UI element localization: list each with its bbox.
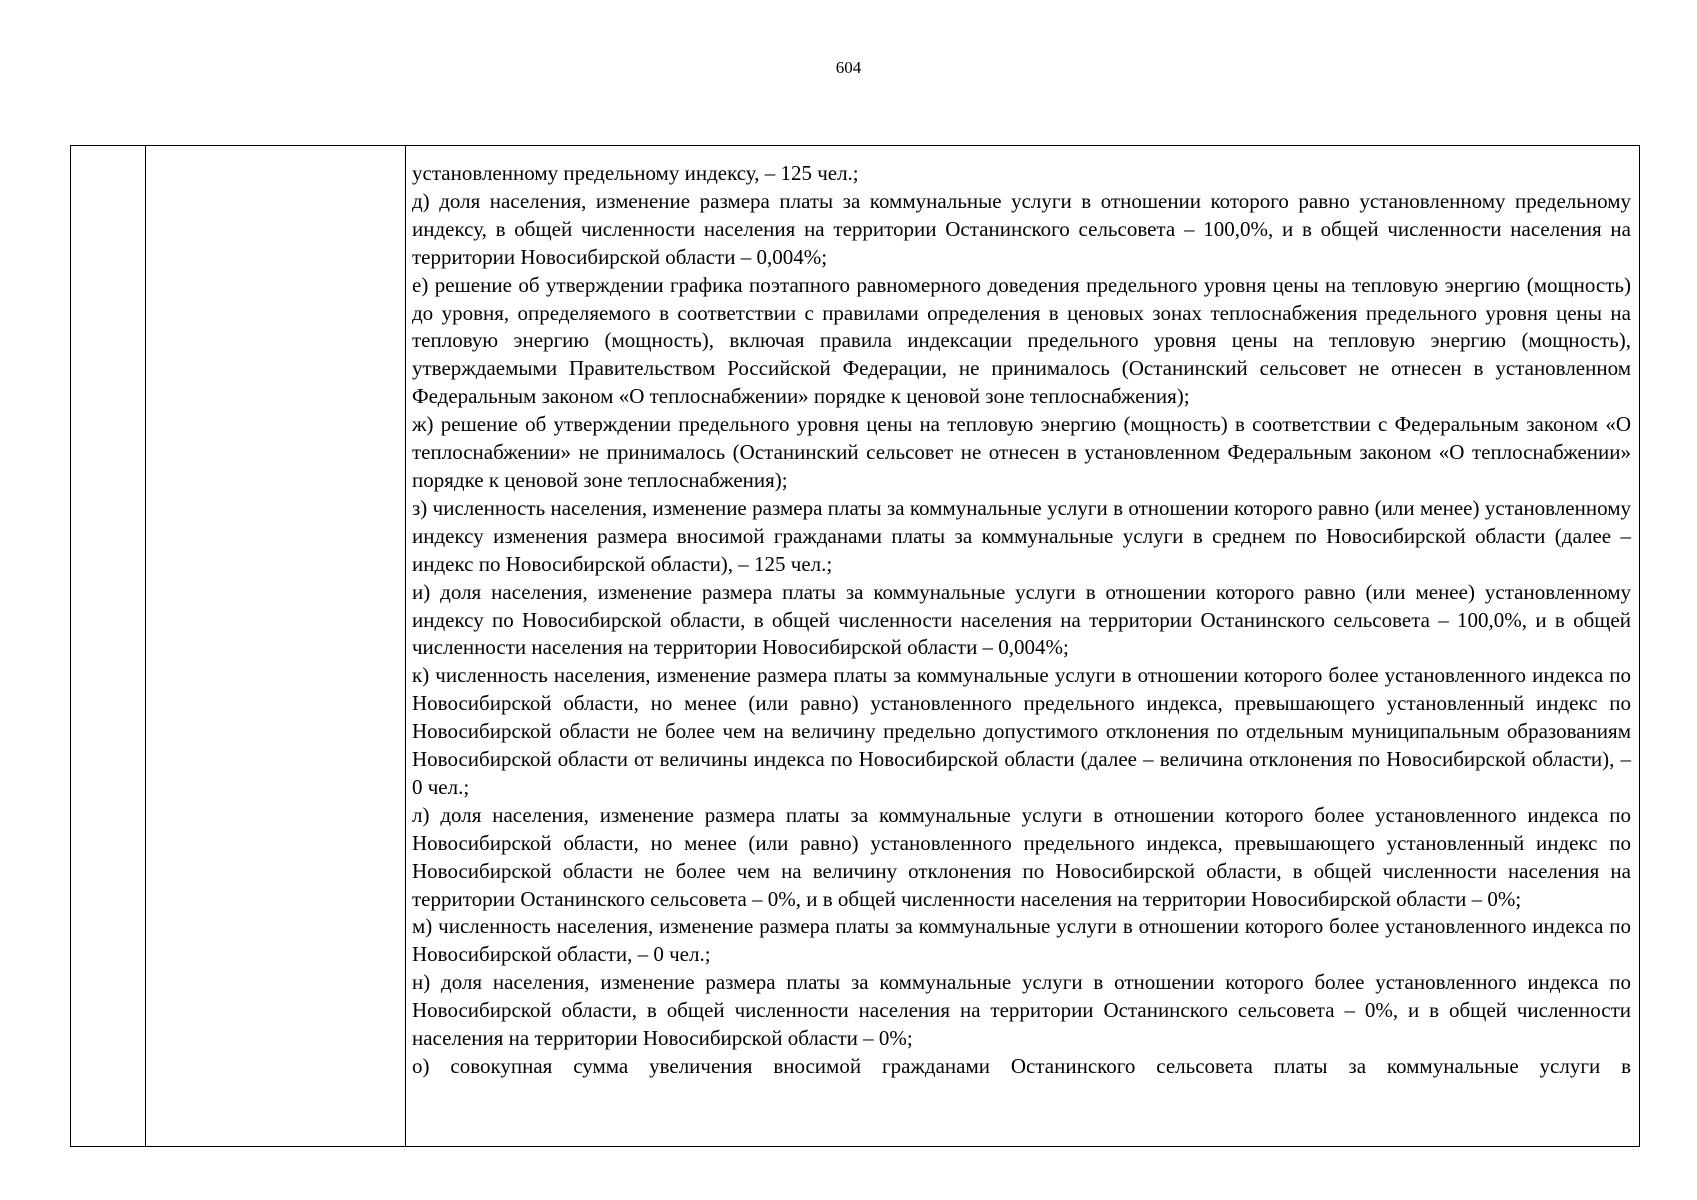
paragraph-e: е) решение об утверждении графика поэтапного равномерного доведения предельного уровня цены на тепловую энергию (мощность) до уровня, определяемого в соответствии с правилами определения в ценовых зонах теплоснабжения предельного уровня цены на тепловую энергию (мощность), включая правила индексации предельного уровня цены на тепловую энергию (мощность), утверждаемыми Правительством Российской Федерации, не принималось (Останинский сельсовет не отнесен в установленном Федеральным законом «О теплоснабжении» порядке к ценовой зоне теплоснабжения);: [412, 272, 1631, 409]
table-cell-content: [406, 146, 1639, 1146]
paragraph-n: н) доля населения, изменение размера платы за коммунальные услуги в отношении которого более установленного индекса по Новосибирской области, в общей численности населения на территории Останинского сельсовета – 0%, и в общей численности населения на территории Новосибирской области – 0%;: [412, 970, 1631, 1051]
paragraph-k: к) численность населения, изменение размера платы за коммунальные услуги в отношении которого более установленного индекса по Новосибирской области, но менее (или равно) установленного предельного индекса, превышающего установленный индекс по Новосибирской области не более чем на величину предельно допустимого отклонения по отдельным муниципальным образованиям Новосибирской области от величины индекса по Новосибирской области (далее – величина отклонения по Новосибирской области), – 0 чел.;: [412, 663, 1631, 799]
table-cell-title: [146, 146, 406, 1146]
paragraph-zh: ж) решение об утверждении предельного уровня цены на тепловую энергию (мощность) в соответствии с Федеральным законом «О теплоснабжении» не принималось (Останинский сельсовет не отнесен в установленном Федеральным законом «О теплоснабжении» порядке к ценовой зоне теплоснабжения);: [412, 412, 1631, 492]
paragraph-z: з) численность населения, изменение размера платы за коммунальные услуги в отношении которого равно (или менее) установленному индексу изменения размера вносимой гражданами платы за коммунальные услуги в среднем по Новосибирской области (далее – индекс по Новосибирской области), – 125 чел.;: [412, 495, 1631, 576]
page-number: 604: [835, 58, 862, 77]
paragraph-i: и) доля населения, изменение размера платы за коммунальные услуги в отношении которого равно (или менее) установленному индексу по Новосибирской области, в общей численности населения на территории Останинского сельсовета – 100,0%, и в общей численности населения на территории Новосибирской области – 0,004%;: [412, 579, 1631, 660]
paragraph-l: л) доля населения, изменение размера платы за коммунальные услуги в отношении которого более установленного индекса по Новосибирской области, но менее (или равно) установленного предельного индекса, превышающего установленный индекс по Новосибирской области не более чем на величину отклонения по Новосибирской области, в общей численности населения на территории Останинского сельсовета – 0%, и в общей численности населения на территории Новосибирской области – 0%;: [412, 802, 1631, 911]
table-cell-number: [71, 146, 146, 1146]
paragraph-d: д) доля населения, изменение размера платы за коммунальные услуги в отношении которого равно установленному предельному индексу, в общей численности населения на территории Останинского сельсовета – 100,0%, и в общей численности населения на территории Новосибирской области – 0,004%;: [412, 188, 1631, 269]
document-table: [70, 145, 1640, 1147]
paragraph-o: о) совокупная сумма увеличения вносимой гражданами Останинского сельсовета платы за коммунальные услуги в: [412, 1054, 1631, 1078]
paragraph-m: м) численность населения, изменение размера платы за коммунальные услуги в отношении которого более установленного индекса по Новосибирской области, – 0 чел.;: [412, 914, 1631, 967]
paragraph-continuation: установленному предельному индексу, – 125 чел.;: [412, 161, 859, 185]
